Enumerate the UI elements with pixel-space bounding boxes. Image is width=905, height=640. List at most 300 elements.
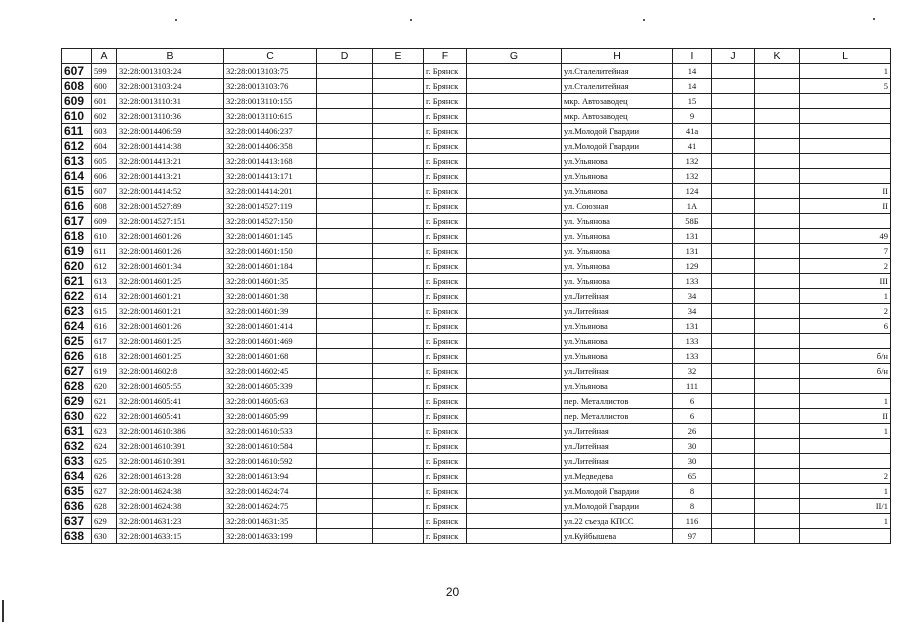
cell-d (317, 454, 373, 469)
cell-c: 32:28:0013103:75 (224, 64, 317, 79)
cell-l: III (800, 274, 891, 289)
cell-g (467, 274, 562, 289)
cell-f: г. Брянск (424, 439, 467, 454)
cell-g (467, 64, 562, 79)
cell-d (317, 109, 373, 124)
table-row (62, 94, 891, 109)
cell-b: 32:28:0014624:38 (117, 499, 224, 514)
cell-i: 132 (673, 169, 712, 184)
cell-f: г. Брянск (424, 259, 467, 274)
cell-d (317, 274, 373, 289)
cell-j (712, 79, 755, 94)
cell-k (755, 139, 800, 154)
cell-b: 32:28:0014610:391 (117, 439, 224, 454)
cell-d (317, 214, 373, 229)
table-row (62, 379, 891, 394)
table-row (62, 469, 891, 484)
cell-h: ул.Медведева (562, 469, 673, 484)
cell-d (317, 124, 373, 139)
cell-e (373, 304, 424, 319)
cell-i: 131 (673, 244, 712, 259)
cell-i: 8 (673, 499, 712, 514)
cell-a: 615 (92, 304, 117, 319)
cell-f: г. Брянск (424, 334, 467, 349)
cell-a: 607 (92, 184, 117, 199)
cell-a: 609 (92, 214, 117, 229)
cell-i: 111 (673, 379, 712, 394)
cell-k (755, 79, 800, 94)
cell-i: 6 (673, 394, 712, 409)
cell-a: 622 (92, 409, 117, 424)
cell-a: 625 (92, 454, 117, 469)
cell-e (373, 514, 424, 529)
cell-a: 621 (92, 394, 117, 409)
cell-k (755, 499, 800, 514)
cell-g (467, 409, 562, 424)
cell-k (755, 349, 800, 364)
cell-g (467, 499, 562, 514)
cell-j (712, 289, 755, 304)
row-number: 637 (62, 514, 92, 529)
cell-c: 32:28:0014633:199 (224, 529, 317, 544)
cell-d (317, 229, 373, 244)
cell-e (373, 334, 424, 349)
cell-k (755, 394, 800, 409)
cell-d (317, 319, 373, 334)
cell-i: 65 (673, 469, 712, 484)
cell-j (712, 184, 755, 199)
cell-c: 32:28:0014610:592 (224, 454, 317, 469)
table-row (62, 349, 891, 364)
cell-c: 32:28:0014406:237 (224, 124, 317, 139)
cell-k (755, 64, 800, 79)
row-number: 631 (62, 424, 92, 439)
cell-b: 32:28:0014610:391 (117, 454, 224, 469)
cell-f: г. Брянск (424, 244, 467, 259)
cell-j (712, 94, 755, 109)
scan-dot (410, 19, 412, 21)
cell-d (317, 364, 373, 379)
cell-b: 32:28:0014601:26 (117, 229, 224, 244)
cell-j (712, 154, 755, 169)
cell-g (467, 139, 562, 154)
cell-b: 32:28:0014601:21 (117, 289, 224, 304)
table-row (62, 139, 891, 154)
cell-l: 1 (800, 484, 891, 499)
row-number: 632 (62, 439, 92, 454)
row-number: 613 (62, 154, 92, 169)
cell-h: ул. Ульянова (562, 214, 673, 229)
row-number: 630 (62, 409, 92, 424)
cell-a: 620 (92, 379, 117, 394)
cell-a: 623 (92, 424, 117, 439)
cell-g (467, 424, 562, 439)
scan-dot (175, 19, 177, 21)
cell-j (712, 499, 755, 514)
cell-b: 32:28:0014601:26 (117, 244, 224, 259)
cell-i: 15 (673, 94, 712, 109)
cell-l (800, 124, 891, 139)
cell-j (712, 469, 755, 484)
cell-f: г. Брянск (424, 154, 467, 169)
cell-b: 32:28:0013110:36 (117, 109, 224, 124)
cell-a: 613 (92, 274, 117, 289)
cell-a: 624 (92, 439, 117, 454)
cell-k (755, 454, 800, 469)
cell-k (755, 184, 800, 199)
column-header: D (317, 49, 373, 64)
cell-g (467, 229, 562, 244)
cell-e (373, 289, 424, 304)
cell-j (712, 424, 755, 439)
cell-g (467, 289, 562, 304)
cell-g (467, 154, 562, 169)
cell-l: II/1 (800, 499, 891, 514)
cell-e (373, 409, 424, 424)
row-number: 620 (62, 259, 92, 274)
column-header: I (673, 49, 712, 64)
cell-g (467, 244, 562, 259)
cell-k (755, 124, 800, 139)
cell-c: 32:28:0014413:168 (224, 154, 317, 169)
cell-a: 599 (92, 64, 117, 79)
cell-f: г. Брянск (424, 184, 467, 199)
cell-e (373, 169, 424, 184)
cell-h: ул.Ульянова (562, 184, 673, 199)
table-row (62, 124, 891, 139)
table-row (62, 229, 891, 244)
cell-a: 616 (92, 319, 117, 334)
cell-k (755, 469, 800, 484)
cell-j (712, 349, 755, 364)
column-header: K (755, 49, 800, 64)
page-number: 20 (445, 585, 460, 599)
cell-f: г. Брянск (424, 94, 467, 109)
cell-f: г. Брянск (424, 454, 467, 469)
table-row (62, 109, 891, 124)
cell-i: 58Б (673, 214, 712, 229)
cell-l: 1 (800, 394, 891, 409)
row-number: 607 (62, 64, 92, 79)
cell-f: г. Брянск (424, 514, 467, 529)
cell-j (712, 529, 755, 544)
cell-e (373, 184, 424, 199)
cell-b: 32:28:0014601:25 (117, 349, 224, 364)
cell-b: 32:28:0014610:386 (117, 424, 224, 439)
cell-j (712, 334, 755, 349)
cell-h: ул.Литейная (562, 454, 673, 469)
cell-e (373, 139, 424, 154)
cell-j (712, 364, 755, 379)
cell-i: 41а (673, 124, 712, 139)
cell-l (800, 94, 891, 109)
cell-d (317, 334, 373, 349)
spreadsheet-table (61, 48, 891, 544)
row-number: 611 (62, 124, 92, 139)
cell-f: г. Брянск (424, 124, 467, 139)
cell-l: б/н (800, 364, 891, 379)
row-number: 626 (62, 349, 92, 364)
cell-b: 32:28:0014527:89 (117, 199, 224, 214)
cell-l (800, 529, 891, 544)
cell-f: г. Брянск (424, 484, 467, 499)
cell-b: 32:28:0014414:38 (117, 139, 224, 154)
cell-i: 9 (673, 109, 712, 124)
cell-k (755, 274, 800, 289)
cell-l (800, 139, 891, 154)
table-row (62, 424, 891, 439)
cell-c: 32:28:0014601:150 (224, 244, 317, 259)
cell-d (317, 514, 373, 529)
cell-i: 32 (673, 364, 712, 379)
scan-edge-mark (2, 600, 4, 622)
cell-i: 26 (673, 424, 712, 439)
cell-g (467, 259, 562, 274)
row-number: 622 (62, 289, 92, 304)
cell-i: 129 (673, 259, 712, 274)
column-header: L (800, 49, 891, 64)
cell-i: 14 (673, 79, 712, 94)
cell-h: ул.Ульянова (562, 319, 673, 334)
cell-g (467, 79, 562, 94)
cell-g (467, 514, 562, 529)
cell-e (373, 94, 424, 109)
cell-k (755, 409, 800, 424)
column-header: E (373, 49, 424, 64)
cell-i: 97 (673, 529, 712, 544)
cell-g (467, 94, 562, 109)
cell-f: г. Брянск (424, 409, 467, 424)
cell-g (467, 454, 562, 469)
column-header: B (117, 49, 224, 64)
cell-c: 32:28:0014624:74 (224, 484, 317, 499)
cell-b: 32:28:0014527:151 (117, 214, 224, 229)
table-row (62, 199, 891, 214)
cell-a: 630 (92, 529, 117, 544)
cell-i: 6 (673, 409, 712, 424)
cell-f: г. Брянск (424, 289, 467, 304)
table-row (62, 64, 891, 79)
row-number: 614 (62, 169, 92, 184)
cell-l: 1 (800, 64, 891, 79)
cell-k (755, 484, 800, 499)
cell-c: 32:28:0014413:171 (224, 169, 317, 184)
cell-d (317, 199, 373, 214)
cell-b: 32:28:0014601:25 (117, 334, 224, 349)
cell-h: ул.Литейная (562, 304, 673, 319)
table-row (62, 304, 891, 319)
cell-a: 628 (92, 499, 117, 514)
cell-c: 32:28:0014605:99 (224, 409, 317, 424)
cell-b: 32:28:0013103:24 (117, 79, 224, 94)
cell-l: 1 (800, 424, 891, 439)
cell-l: 1 (800, 289, 891, 304)
cell-d (317, 379, 373, 394)
table-row (62, 259, 891, 274)
table-row (62, 154, 891, 169)
cell-d (317, 529, 373, 544)
cell-k (755, 319, 800, 334)
cell-k (755, 109, 800, 124)
column-header (62, 49, 92, 64)
row-number: 610 (62, 109, 92, 124)
cell-a: 601 (92, 94, 117, 109)
table-row (62, 169, 891, 184)
cell-f: г. Брянск (424, 319, 467, 334)
cell-d (317, 349, 373, 364)
cell-b: 32:28:0014624:38 (117, 484, 224, 499)
cell-i: 133 (673, 274, 712, 289)
cell-i: 30 (673, 454, 712, 469)
cell-f: г. Брянск (424, 64, 467, 79)
cell-f: г. Брянск (424, 304, 467, 319)
cell-a: 619 (92, 364, 117, 379)
cell-g (467, 199, 562, 214)
cell-k (755, 439, 800, 454)
table-row (62, 214, 891, 229)
cell-h: мкр. Автозаводец (562, 109, 673, 124)
cell-b: 32:28:0014601:25 (117, 274, 224, 289)
cell-e (373, 499, 424, 514)
cell-h: ул. Ульянова (562, 229, 673, 244)
cell-j (712, 109, 755, 124)
cell-d (317, 439, 373, 454)
cell-a: 629 (92, 514, 117, 529)
cell-f: г. Брянск (424, 274, 467, 289)
cell-b: 32:28:0014601:34 (117, 259, 224, 274)
cell-a: 612 (92, 259, 117, 274)
row-number: 635 (62, 484, 92, 499)
row-number: 633 (62, 454, 92, 469)
row-number: 608 (62, 79, 92, 94)
cell-c: 32:28:0014610:533 (224, 424, 317, 439)
scan-dot (643, 19, 645, 21)
column-header: A (92, 49, 117, 64)
cell-c: 32:28:0013103:76 (224, 79, 317, 94)
cell-a: 603 (92, 124, 117, 139)
table-row (62, 499, 891, 514)
cell-h: ул.Молодой Гвардии (562, 484, 673, 499)
cell-b: 32:28:0014633:15 (117, 529, 224, 544)
cell-j (712, 304, 755, 319)
cell-h: ул.Ульянова (562, 169, 673, 184)
cell-d (317, 484, 373, 499)
cell-e (373, 529, 424, 544)
cell-d (317, 469, 373, 484)
cell-g (467, 439, 562, 454)
cell-h: ул.Литейная (562, 289, 673, 304)
cell-a: 604 (92, 139, 117, 154)
cell-e (373, 229, 424, 244)
cell-e (373, 424, 424, 439)
cell-b: 32:28:0014406:59 (117, 124, 224, 139)
cell-d (317, 169, 373, 184)
cell-d (317, 499, 373, 514)
cell-j (712, 259, 755, 274)
cell-k (755, 334, 800, 349)
cell-d (317, 79, 373, 94)
table-row (62, 439, 891, 454)
cell-k (755, 289, 800, 304)
cell-j (712, 454, 755, 469)
cell-i: 8 (673, 484, 712, 499)
cell-g (467, 184, 562, 199)
row-number: 623 (62, 304, 92, 319)
cell-i: 34 (673, 304, 712, 319)
cell-b: 32:28:0014413:21 (117, 154, 224, 169)
table-row (62, 529, 891, 544)
column-header: H (562, 49, 673, 64)
cell-i: 131 (673, 319, 712, 334)
cell-g (467, 529, 562, 544)
table-row (62, 409, 891, 424)
cell-g (467, 319, 562, 334)
cell-h: ул.Сталелитейная (562, 64, 673, 79)
cell-a: 617 (92, 334, 117, 349)
cell-d (317, 424, 373, 439)
table-row (62, 184, 891, 199)
cell-h: ул.Литейная (562, 439, 673, 454)
cell-e (373, 214, 424, 229)
cell-b: 32:28:0013110:31 (117, 94, 224, 109)
cell-k (755, 304, 800, 319)
cell-h: ул.Ульянова (562, 334, 673, 349)
cell-a: 608 (92, 199, 117, 214)
cell-h: ул.Ульянова (562, 349, 673, 364)
cell-i: 1А (673, 199, 712, 214)
cell-c: 32:28:0014414:201 (224, 184, 317, 199)
cell-j (712, 379, 755, 394)
cell-j (712, 64, 755, 79)
cell-c: 32:28:0014601:469 (224, 334, 317, 349)
table-row (62, 364, 891, 379)
table-row (62, 334, 891, 349)
cell-k (755, 94, 800, 109)
cell-l (800, 214, 891, 229)
cell-e (373, 109, 424, 124)
cell-h: ул.Литейная (562, 364, 673, 379)
cell-c: 32:28:0014601:68 (224, 349, 317, 364)
cell-j (712, 274, 755, 289)
cell-a: 600 (92, 79, 117, 94)
cell-f: г. Брянск (424, 529, 467, 544)
cell-f: г. Брянск (424, 169, 467, 184)
cell-h: пер. Металлистов (562, 409, 673, 424)
cell-g (467, 364, 562, 379)
cell-a: 627 (92, 484, 117, 499)
cell-c: 32:28:0014605:339 (224, 379, 317, 394)
column-header-row (62, 49, 891, 64)
cell-h: ул.Ульянова (562, 379, 673, 394)
table-row (62, 484, 891, 499)
cell-e (373, 244, 424, 259)
cell-d (317, 139, 373, 154)
row-number: 624 (62, 319, 92, 334)
cell-c: 32:28:0014601:38 (224, 289, 317, 304)
cell-a: 614 (92, 289, 117, 304)
row-number: 609 (62, 94, 92, 109)
cell-h: ул.Ульянова (562, 154, 673, 169)
table-row (62, 274, 891, 289)
cell-j (712, 214, 755, 229)
cell-f: г. Брянск (424, 379, 467, 394)
cell-h: ул.Молодой Гвардии (562, 139, 673, 154)
cell-g (467, 469, 562, 484)
cell-d (317, 289, 373, 304)
column-header: G (467, 49, 562, 64)
cell-b: 32:28:0014414:52 (117, 184, 224, 199)
cell-g (467, 214, 562, 229)
